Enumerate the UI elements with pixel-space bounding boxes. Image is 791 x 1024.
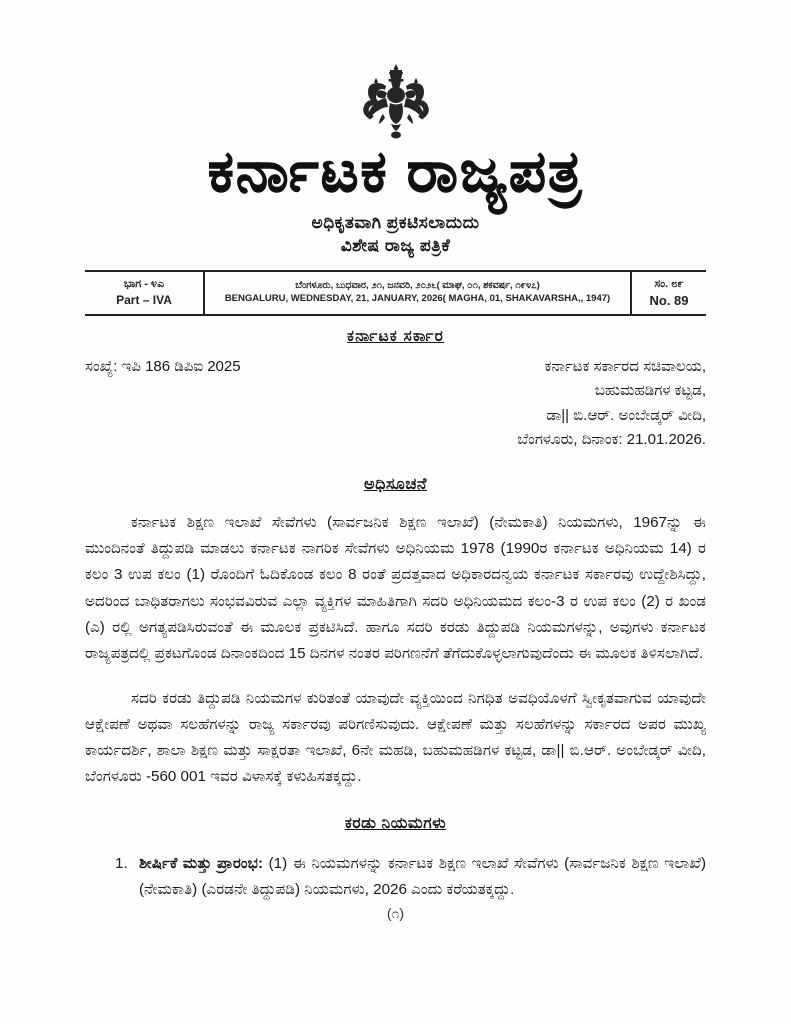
band-date-cell [205, 272, 632, 314]
rule-body: (1) ಈ ನಿಯಮಗಳನ್ನು ಕರ್ನಾಟಕ ಶಿಕ್ಷಣ ಇಲಾಖೆ ಸೇವೆಗಳು (ಸಾರ್ವಜನಿಕ ಶಿಕ್ಷಣ ಇಲಾಖೆ) (ನೇಮಕಾತಿ) (ಎರಡನೇ ತಿದ್ದುಪಡಿ) ನಿಯಮಗಳು, 2026 ಎಂದು ಕರೆಯತಕ್ಕದ್ದು. [139, 854, 707, 898]
masthead-title: ಕರ್ನಾಟಕ ರಾಜ್ಯಪತ್ರ [207, 139, 584, 204]
notification-heading: ಅಧಿಸೂಚನೆ [363, 476, 428, 494]
part-label-kannada: ಭಾಗ - ೪ಎ [123, 278, 165, 291]
rule-number: 1. [115, 854, 128, 872]
rule-title: ಶೀರ್ಷಿಕೆ ಮತ್ತು ಪ್ರಾರಂಭ: [139, 854, 264, 872]
address-line: ಡಾ|| ಬಿ.ಆರ್. ಅಂಬೇಡ್ಕರ್ ವೀದಿ, [546, 406, 706, 424]
band-number-cell [632, 272, 706, 314]
government-heading: ಕರ್ನಾಟಕ ಸರ್ಕಾರ [346, 327, 444, 345]
address-line: ಬಹುಮಹಡಿಗಳ ಕಟ್ಟಡ, [594, 382, 706, 400]
draft-rules-heading: ಕರಡು ನಿಯಮಗಳು [344, 814, 447, 832]
publication-date-english: BENGALURU, WEDNESDAY, 21, JANUARY, 2026( MAGHA, 01, SHAKAVARSHA,, 1947) [224, 292, 611, 304]
notification-paragraph-2: ಸದರಿ ಕರಡು ತಿದ್ದುಪಡಿ ನಿಯಮಗಳ ಕುರಿತಂತೆ ಯಾವುದೇ ವ್ಯಕ್ತಿಯಿಂದ ನಿಗಧಿತ ಅವಧಿಯೊಳಗೆ ಸ್ವೀಕೃತವಾಗುವ ಯಾವುದೇ ಆಕ್ಷೇಪಣೆ ಅಥವಾ ಸಲಹೆಗಳನ್ನು ರಾಜ್ಯ ಸರ್ಕಾರವು ಪರಿಗಣಿಸುವುದು. ಆಕ್ಷೇಪಣೆ ಮತ್ತು ಸಲಹೆಗಳನ್ನು ಸರ್ಕಾರದ ಅಪರ ಮುಖ್ಯ ಕಾರ್ಯದರ್ಶಿ, ಶಾಲಾ ಶಿಕ್ಷಣ ಮತ್ತು ಸಾಕ್ಷರತಾ ಇಲಾಖೆ, 6ನೇ ಮಹಡಿ, ಬಹುಮಹಡಿಗಳ ಕಟ್ಟಡ, ಡಾ|| ಬಿ.ಆರ್. ಅಂಬೇಡ್ಕರ್ ವೀದಿ, ಬೆಂಗಳೂರು -560 001 ಇವರ ವಿಳಾಸಕ್ಕೆ ಕಳುಹಿಸತಕ್ಕದ್ದು. [85, 689, 706, 786]
draft-rule-item [85, 851, 706, 903]
issue-number-english: No. 89 [649, 292, 689, 308]
masthead-subtitle-official: ಅಧಿಕೃತವಾಗಿ ಪ್ರಕಟಿಸಲಾದುದು [311, 212, 480, 232]
karnataka-state-emblem-icon [350, 62, 442, 142]
notification-paragraph-1: ಕರ್ನಾಟಕ ಶಿಕ್ಷಣ ಇಲಾಖೆ ಸೇವೆಗಳು (ಸಾರ್ವಜನಿಕ ಶಿಕ್ಷಣ ಇಲಾಖೆ) (ನೇಮಕಾತಿ) ನಿಯಮಗಳು, 1967ನ್ನು ಈ ಮುಂದಿನಂತೆ ತಿದ್ದುಪಡಿ ಮಾಡಲು ಕರ್ನಾಟಕ ನಾಗರಿಕ ಸೇವೆಗಳು ಅಧಿನಿಯಮ 1978 (1990ರ ಕರ್ನಾಟಕ ಅಧಿನಿಯಮ 14) ರ ಕಲಂ 3 ಉಪ ಕಲಂ (1) ರೊಂದಿಗೆ ಓದಿಕೊಂಡ ಕಲಂ 8 ರಂತೆ ಪ್ರದತ್ತವಾದ ಅಧಿಕಾರದನ್ವಯ ಕರ್ನಾಟಕ ಸರ್ಕಾರವು ಉದ್ದೇಶಿಸಿದ್ದು, ಅದರಿಂದ ಬಾಧಿತರಾಗಲು ಸಂಭವವಿರುವ ಎಲ್ಲಾ ವ್ಯಕ್ತಿಗಳ ಮಾಹಿತಿಗಾಗಿ ಸದರಿ ಅಧಿನಿಯಮದ ಕಲಂ-3 ರ ಉಪ ಕಲಂ (2) ರ ಖಂಡ (ಎ) ರಲ್ಲಿ ಅಗತ್ಯಪಡಿಸಿರುವಂತೆ ಈ ಮೂಲಕ ಪ್ರಕಟಿಸಿದೆ. ಹಾಗೂ ಸದರಿ ಕರಡು ತಿದ್ದುಪಡಿ ನಿಯಮಗಳನ್ನು, ಅವುಗಳು ಕರ್ನಾಟಕ ರಾಜ್ಯಪತ್ರದಲ್ಲಿ ಪ್ರಕಟಗೊಂಡ ದಿನಾಂಕದಿಂದ 15 ದಿನಗಳ ನಂತರ ಪರಿಗಣನೆಗೆ ತೆಗೆದುಕೊಳ್ಳಲಾಗುವುದೆಂದು ಈ ಮೂಲಕ ತಿಳಿಸಲಾಗಿದೆ. [85, 514, 706, 662]
address-line: ಕರ್ನಾಟಕ ಸರ್ಕಾರದ ಸಚಿವಾಲಯ, [544, 357, 706, 375]
part-label-english: Part – IVA [116, 293, 172, 308]
masthead [85, 140, 706, 256]
gazette-info-band [85, 270, 706, 316]
address-line: ಬೆಂಗಳೂರು, ದಿನಾಂಕ: 21.01.2026. [517, 430, 706, 448]
rule-text [139, 851, 706, 903]
emblem-container [85, 0, 706, 144]
publication-date-kannada: ಬೆಂಗಳೂರು, ಬುಧವಾರ, ೨೧, ಜನವರಿ, ೨೦೨೬( ಮಾಘ, ೦೧, ಶಕವರ್ಷ, ೧೯೪೭) [295, 280, 540, 292]
page-number: (೧) [386, 905, 405, 921]
reference-and-address-row [85, 355, 706, 452]
issue-number-kannada: ಸಂ. ೮೯ [654, 277, 684, 290]
band-part-cell [85, 272, 205, 314]
masthead-subtitle-special-gazette: ವಿಶೇಷ ರಾಜ್ಯ ಪತ್ರಿಕೆ [340, 235, 451, 255]
reference-number: ಸಂಖ್ಯೆ: ಇಪಿ 186 ಡಿಪಿಐ 2025 [85, 357, 241, 375]
government-address [517, 355, 706, 452]
